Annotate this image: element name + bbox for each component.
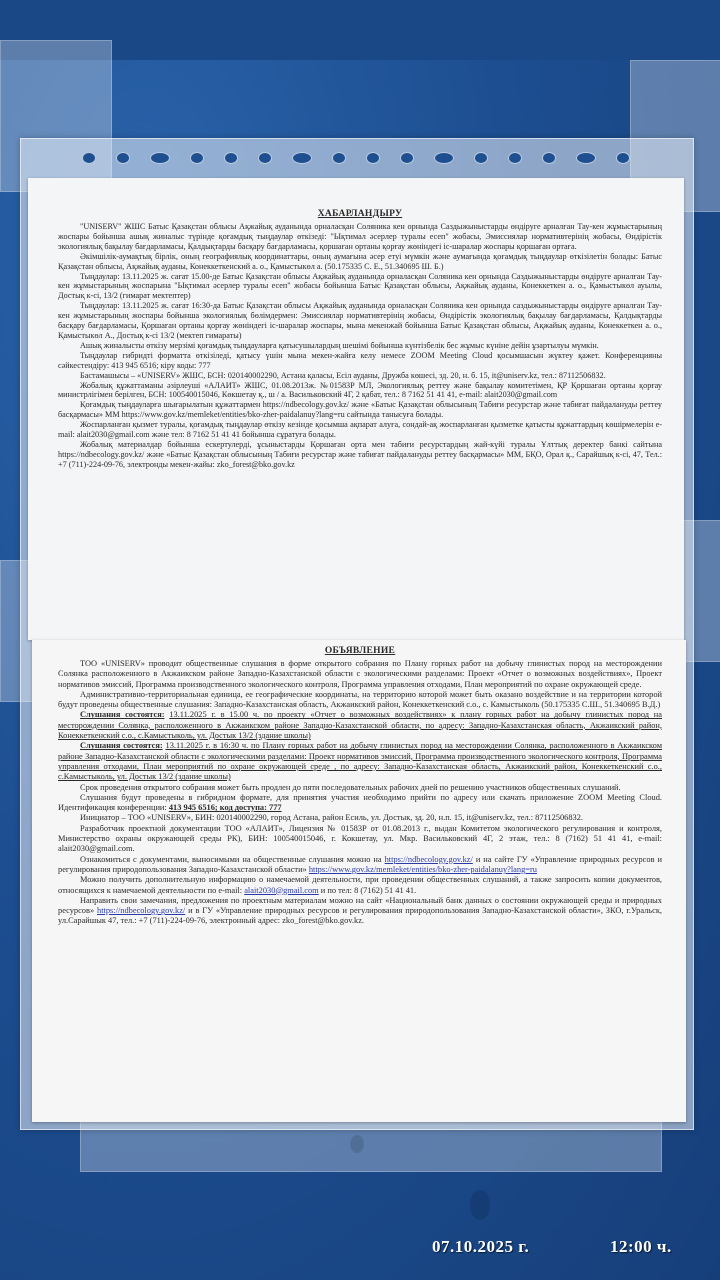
photo-time-stamp: 12:00 ч.: [610, 1237, 672, 1256]
feedback-text-2: и в ГУ «Управление природных ресурсов и регулирования природопользования Западно-Казахстанской области», ЗКО, г.Уральск, ул.Сарайшык 47, тел.: +7 (711)-224-09-76, электронный адрес: zko_forest@bko.gov.kz.: [58, 906, 662, 926]
kz-paragraph: Жоспарланған қызмет туралы, қоғамдық тыңдаулар өткізу кезінде қосымша ақпарат алуға, сондай-ақ жоспарланған қызметке қатысты құжаттардың көшірмелерін e-mail: alait2030@gmail.com және тел: 8 7162 51 41 41 бойынша сұратуға болады.: [58, 420, 662, 440]
stain: [470, 1190, 490, 1220]
kz-paragraph: Әкімшілік-аумақтық бірлік, оның географиялық координаттары, оның аумағына әсер етуі мүмкін және аумағында қоғамдық тыңдаулар өткізілетін болады: Батыс Қазақстан облысы, Ақжайық ауданы, Конеккеткенский а. о., Қамыстыкөл а. (50.175335 С. Е., 51.340695 Ш. Б.): [58, 251, 662, 271]
ru-paragraph-initiator: Инициатор – ТОО «UNISERV», БИН: 020140002290, город Астана, район Есиль, ул. Достык, зд. 20, н.п. 15, it@uniserv.kz, тел.: 87112506832.: [80, 813, 584, 823]
kz-paragraph: Жобалық құжаттаманы әзірлеуші «АЛАИТ» ЖШС, 01.08.2013ж. №01583Р МЛ, Экологиялық реттеу және бақылау комитетімен, ҚР Қоршаған ортаны қорғау министрлігімен берілген, БСН: 100540015046, Көкшетау қ., ш / а. Васильковский 4Г, 2 қабат, тел.: 8 7162 51 41 41, e-mail: alait2030@gmail.com: [58, 380, 662, 400]
kz-paragraph: Бастамашысы – «UNISERV» ЖШС, БСН: 020140002290, Астана қаласы, Есіл ауданы, Дружба көшесі, зд. 20, н. б. 15, it@uniserv.kz, тел.: 87112506832.: [80, 370, 606, 380]
kazakh-notice: [58, 208, 662, 470]
punch-holes: [22, 145, 690, 171]
format-text: Слушания будут проведены в гибридном формате, для принятия участия необходимо прийти по адресу или скачать приложение ZOOM Meeting Cloud. Идентификация конференции:: [58, 792, 662, 813]
ru-paragraph-intro: ТОО «UNISERV» проводит общественные слушания в форме открытого собрания по Плану горных работ на добычу глинистых пород на месторождении Солянка расположенного в Акжаикском районе Западно-Казахстанской области с экологическими разделами: Проект «Отчет о возможных воздействиях», Проект нормативов эмиссий, Программа производственного экологического контроля, Программа управления отходами, План мероприятий по охране окружающей среде.: [58, 659, 662, 689]
feedback-text: Направить свои замечания, предложения по проектным материалам можно на сайт «Национальный банк данных о состоянии окружающей среды и природных ресурсов»: [58, 895, 662, 916]
ru-paragraph-extension: Срок проведения открытого собрания может быть продлен до пяти последовательных рабочих дней по решению участников общественных слушаний.: [80, 782, 621, 792]
kz-paragraph: "UNISERV" ЖШС Батыс Қазақстан облысы Ақжайық ауданында орналасқан Соляника кен орнында Саздыжыныстарды өндіруге арналған Тау-кен жұмыстарының жоспары бойынша ашық жиналыс түрінде қоғамдық тыңдаулар өткізеді: "Ықтимал әсерлер туралы есеп" жобасы, Эмиссиялар нормативтерінің жобасы, Өндірістік экологиялық бақылау бағдарламасы, Қалдықтарды басқару бағдарламасы, қоршаған ортаны қорғау жөніндегі іс-шаралар жоспары қоршаған ортаға.: [58, 222, 662, 251]
ndbecology-link[interactable]: https://ndbecology.gov.kz/: [384, 854, 473, 864]
kz-paragraph: Жобалық материалдар бойынша ескертулерді, ұсыныстарды Қоршаған орта мен табиғи ресурстардың жай-күйі туралы Ұлттық деректер банкі сайтына https://ndbecology.gov.kz/ және «Батыс Қазақстан облысының Табиғи ресурстар және табиғат пайдалануды реттеу басқармасы» ММ, БҚО, Орал қ., Сарайшық к-сі, 47, Тел.: +7 (711)-224-09-76, электронды мекен-жайы: zko_forest@bko.gov.kz: [58, 439, 662, 469]
kz-paragraph: Тыңдаулар гибридті форматта өткізіледі, қатысу үшін мына мекен-жайға келу немесе ZOOM Meeting Cloud қосымшасын жүктеу қажет. Конференцияны сәйкестендіру: 413 945 6516; кіру коды: 777: [58, 350, 662, 370]
ru-paragraph-documents: [58, 855, 662, 876]
ru-paragraph-hearing-2: [58, 741, 662, 782]
hearing-label: Слушания состоятся:: [80, 710, 165, 720]
kz-paragraph: Ашық жиналысты өткізу мерзімі қоғамдық тыңдауларға қатысушылардың шешімі бойынша күнтізбелік бес жұмыс күніне дейін ұзартылуы мүмкін.: [80, 340, 599, 350]
documents-text-2: и на сайте ГУ «Управление природных ресурсов и регулирования природопользования Западно-Казахстанской области»: [58, 854, 662, 874]
hearing-text: 13.11.2025 г. в 15.00 ч. по проекту «Отчет о возможных воздействиях» к плану горных работ на добычу глинистых пород на месторождении Солянка, расположенного в Акжаикском районе Западно-Казахстанской области, по адресу: Западно-Казахстанская область, Акжаикский район, Конеккеткенский с.о., с.Камыстыколь, ул. Достык 13/2 (здание школы): [58, 710, 662, 741]
contact-text: Можно получить дополнительную информацию о намечаемой деятельности, при проведении общественных слушаний, а также запросить копии документов, относящихся к намечаемой деятельности по e-mail:: [58, 875, 662, 895]
kz-paragraph: Тыңдаулар: 13.11.2025 ж. сағат 16:30-да Батыс Қазақстан облысы Ақжайық ауданында орналасқан Соляника кен орнында саздыжыныстарды өндіруге арналған Тау-кен жұмыстарының жоспары бойынша экологиялық бөлімдермен: Эмиссиялар нормативтерінің жобасы, Өндірістік экологиялық бақылау бағдарламасы, Қалдықтарды басқару бағдарламасы, Қоршаған ортаны қорғау жөніндегі іс-шаралар жоспары, мына мекенжай бойынша Батыс Қазақстан облысы, Ақжайық ауданы, Конеккеткен а. о., Қамыстыкөл А., Достық к-сі 13/2 (мектеп гимараты): [58, 301, 662, 340]
russian-notice: [58, 645, 662, 927]
ru-paragraph-territory: Административно-территориальная единица, ее географические координаты, на территорию которой может быть оказано воздействие и на территории которой будут проведены общественные слушания: Западно-Казахстанская область, Акжаикский район, Конеккеткенский с.о., с. Камыстыколь (50.175335 С.Ш., 51.340695 В.Д.): [58, 689, 662, 710]
gov-kz-link[interactable]: https://www.gov.kz/memleket/entities/bko-zher-paidalanuy?lang=ru: [308, 864, 537, 874]
kz-paragraph: Тыңдаулар: 13.11.2025 ж. сағат 15.00-де Батыс Қазақстан облысы Ақжайық ауданында орналасқан Соляника кен орнында Саздыжыныстарды өндіруге арналған Тау-кен жұмыстарының жоспарына "Ықтимал әсерлер туралы есеп" жобасы бойынша Батыс Қазақстан облысы, Ақжайық ауданы, Конеккеткен а. о., Қамыстыкөл ауылы, Достық к-сі, 13/2 (гимарат мектептер): [58, 271, 662, 301]
contact-text-2: и по тел: 8 (7162) 51 41 41.: [320, 885, 417, 895]
ru-paragraph-hearing-1: [58, 710, 662, 741]
russian-notice-title: ОБЪЯВЛЕНИЕ: [324, 646, 396, 656]
ru-paragraph-developer: Разработчик проектной документации ТОО «АЛАИТ», Лицензия № 01583Р от 01.08.2013 г., выдан Комитетом экологического регулирования и контроля, Министерство охраны окружающей среды РК), БИН: 100540015046, г. Кокшетау, ул. Мкр. Васильковский 4Г, 2 этаж, тел.: 8 (7162) 51 41 41, e-mail: alait2030@gmail.com.: [58, 823, 662, 854]
hearing-label: Слушания состоятся:: [80, 741, 163, 751]
ru-paragraph-contact: [58, 875, 662, 896]
ru-paragraph-feedback: [58, 896, 662, 927]
photo-date-stamp: 07.10.2025 г.: [432, 1237, 530, 1256]
documents-text: Ознакомиться с документами, выносимыми на общественные слушания можно на: [80, 854, 382, 864]
kazakh-notice-title: ХАБАРЛАНДЫРУ: [317, 209, 403, 219]
stain: [350, 1135, 364, 1153]
conference-code: 413 945 6516; код доступа: 777: [168, 803, 282, 813]
hearing-text: 13.11.2025 г. в 16:30 ч. по Плану горных работ на добычу глинистых пород на месторождении Солянка, расположенного в Акжаикском районе Западно-Казахстанской области с экологическими разделами: Проект нормативов эмиссий, Программа производственного экологического контроля, Программа управления отходами, План мероприятий по охране окружающей среде , по адресу: Западно-Казахстанская область, Акжаикский район, Конеккеткенский с.о., с.Камыстыколь, ул. Достык 13/2 (здание школы): [58, 741, 663, 782]
ru-paragraph-format: [58, 793, 662, 814]
email-link[interactable]: alait2030@gmail.com: [244, 885, 319, 895]
ndbecology-feedback-link[interactable]: https://ndbecology.gov.kz/: [97, 906, 186, 916]
kz-paragraph: Қоғамдық тыңдауларға шығарылатын құжаттармен https://ndbecology.gov.kz/ және «Батыс Қазақстан облысының Табиғи ресурстар және табиғат пайдалануды реттеу басқармасы» ММ https://www.gov.kz/memleket/entities/bko-zher-paidalanuy?lang=ru сайтында танысуға болады.: [58, 400, 662, 420]
